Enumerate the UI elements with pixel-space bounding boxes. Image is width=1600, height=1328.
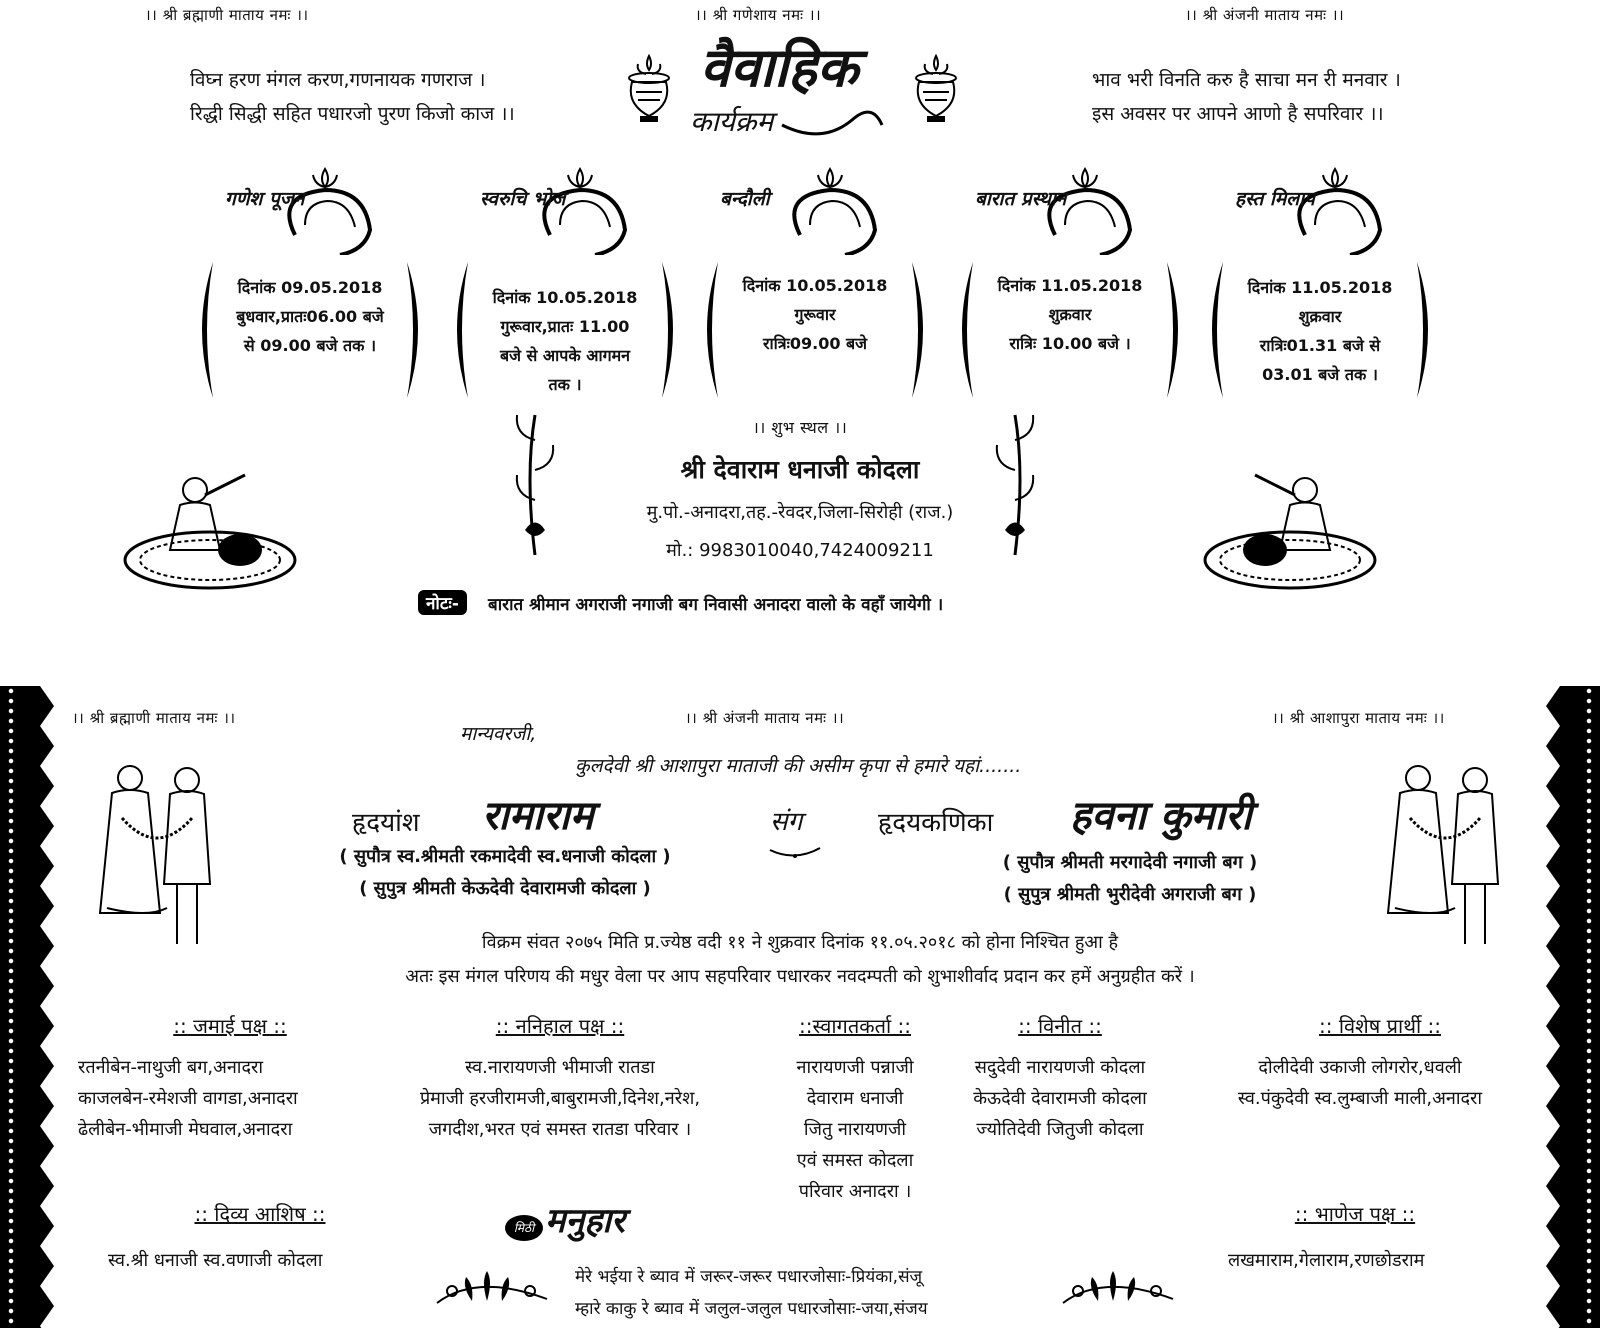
date-line: विक्रम संवत २०७५ मिति प्र.ज्येष्ठ वदी ११ ने शुक्रवार दिनांक ११.०५.२०१८ को होना निश्चित हुआ है [481, 932, 1119, 953]
floral-stem-icon-left [510, 410, 560, 560]
title-vaivahik: वैवाहिक [700, 35, 859, 99]
event-details: दिनांक 11.05.2018 शुक्रवार रात्रिः01.31 बजे से 03.01 बजे तक । [1247, 278, 1393, 384]
groom-name: रामाराम [482, 793, 594, 839]
event-title: गणेश पूजन [225, 188, 305, 210]
verse-left-line-2: रिद्धी सिद्धी सहित पधारजो पुरण किजो काज ।। [190, 103, 515, 125]
lotus-flourish-icon [780, 165, 900, 255]
bottom-invocation-center: ।। श्री अंजनी माताय नमः ।। [685, 709, 845, 727]
bride-name: हवना कुमारी [1070, 793, 1252, 839]
event-title: बन्दौली [720, 188, 770, 210]
event-barat-prasthan [955, 165, 1185, 405]
nanihal-paksh-list: स्व.नारायणजी भीमाजी रातडा प्रेमाजी हरजीरामजी,बाबुरामजी,दिनेश,नरेश, जगदीश,भरत एवं समस्त रातडा परिवार । [419, 1057, 701, 1140]
venue-address: मु.पो.-अनादरा,तह.-रेवदर,जिला-सिरोही (राज.) [646, 502, 954, 523]
invite-line: अतः इस मंगल परिणय की मधुर वेला पर आप सहपरिवार पधारकर नवदम्पती को शुभाशीर्वाद प्रदान कर हमें अनुग्रहीत करें । [405, 966, 1195, 987]
event-details: दिनांक 11.05.2018 शुक्रवार रात्रिः 10.00 बजे । [997, 276, 1143, 353]
verse-right-line-1: भाव भरी विनति करु है साचा मन री मनवार । [1092, 69, 1401, 91]
right-bracket [910, 260, 930, 400]
divya-ashish-title: :: दिव्य आशिष :: [194, 1202, 326, 1226]
decorative-dots-right [1586, 686, 1592, 1328]
left-bracket [450, 260, 470, 400]
event-hast-milap [1205, 165, 1435, 405]
couple-illustration-right [1380, 758, 1520, 958]
kalash-icon-left [618, 52, 680, 126]
shehnai-player-illustration-right [1195, 465, 1385, 595]
decorative-dots-left [8, 686, 14, 1328]
event-ganesh-pujan [195, 165, 425, 405]
event-details: दिनांक 10.05.2018 गुरूवार,प्रातः 11.00 बजे से आपके आगमन तक । [492, 288, 638, 394]
manuhar-line-1: मेरे भईया रे ब्याव में जरूर-जरूर पधारजोसाः-प्रियंका,संजू [575, 1267, 923, 1287]
groom-prefix: हृदयांश [352, 808, 420, 838]
left-bracket [955, 260, 975, 400]
event-swaruchi-bhoj [450, 165, 680, 405]
verse-left-line-1: विघ्न हरण मंगल करण,गणनायक गणराज । [190, 69, 486, 91]
jamai-paksh-title: :: जमाई पक्ष :: [173, 1014, 287, 1038]
shehnai-player-illustration-left [120, 465, 310, 595]
top-invocation-right: ।। श्री अंजनी माताय नमः ।। [1185, 6, 1345, 24]
sang-flourish-icon [765, 800, 825, 860]
venue-name: श्री देवाराम धनाजी कोदला [680, 455, 920, 484]
event-title: बारात प्रस्थान [975, 188, 1067, 210]
salutation: मान्यवरजी, [460, 723, 537, 745]
event-details: दिनांक 09.05.2018 बुधवार,प्रातः06.00 बजे से 09.00 बजे तक । [236, 278, 384, 355]
vishesh-prarthi-title: :: विशेष प्रार्थी :: [1318, 1014, 1441, 1038]
bottom-invocation-right: ।। श्री आशापुरा माताय नमः ।। [1272, 709, 1445, 727]
event-title: स्वरुचि भोज [480, 188, 566, 210]
mithi-badge: मिठी [505, 1215, 543, 1241]
vineet-title: :: विनीत :: [1018, 1014, 1102, 1038]
right-bracket [660, 260, 680, 400]
floral-ornament-icon-right [1058, 1265, 1178, 1313]
manuhar-line-2: म्हारे काकु रे ब्याव में जलुल-जलुल पधारजोसाः-जया,संजय [575, 1299, 928, 1319]
swagatkarta-title: ::स्वागतकर्ता :: [799, 1014, 911, 1038]
note-label: नोटः- [418, 590, 467, 615]
intro-line: कुलदेवी श्री आशापुरा माताजी की असीम कृपा से हमारे यहां....... [575, 755, 1022, 777]
venue-phone: मो.: 9983010040,7424009211 [666, 540, 934, 561]
venue-heading: ।। शुभ स्थल ।। [752, 418, 848, 437]
event-details: दिनांक 10.05.2018 गुरूवार रात्रिः09.00 बजे [742, 276, 888, 353]
verse-right-line-2: इस अवसर पर आपने आणो है सपरिवार ।। [1092, 103, 1384, 125]
vishesh-prarthi-list: दोलीदेवी उकाजी लोगरोर,धवली स्व.पंकुदेवी स्व.लुम्बाजी माली,अनादरा [1237, 1057, 1483, 1109]
note-text: बारात श्रीमान अगराजी नगाजी बग निवासी अनादरा वालो के वहाँ जायेगी । [488, 595, 944, 615]
top-invocation-left: ।। श्री ब्रह्माणी माताय नमः ।। [145, 6, 309, 24]
couple-illustration-left [92, 758, 232, 958]
jamai-paksh-list: रतनीबेन-नाथुजी बग,अनादरा काजलबेन-रमेशजी वागडा,अनादरा ढेलीबेन-भीमाजी मेघवाल,अनादरा [78, 1057, 298, 1140]
bottom-invocation-left: ।। श्री ब्रह्माणी माताय नमः ।। [72, 709, 236, 727]
left-bracket [700, 260, 720, 400]
bride-prefix: हृदयकणिका [878, 808, 994, 838]
vineet-list: सदुदेवी नारायणजी कोदला केऊदेवी देवारामजी कोदला ज्योतिदेवी जितुजी कोदला [973, 1057, 1147, 1140]
title-flourish [780, 95, 890, 145]
event-title: हस्त मिलाप [1235, 188, 1315, 210]
sang-logo: संग [770, 807, 803, 837]
nanihal-paksh-title: :: ननिहाल पक्ष :: [495, 1014, 625, 1038]
decorative-border-left [0, 686, 40, 1328]
bhanej-paksh-text: लखमाराम,गेलाराम,रणछोडराम [1228, 1250, 1425, 1271]
decorative-border-right [1560, 686, 1600, 1328]
groom-relation-2: ( सुपुत्र श्रीमती केऊदेवी देवारामजी कोदला ) [359, 878, 651, 899]
left-bracket [195, 260, 215, 400]
bride-relation-1: ( सुपौत्र श्रीमती मरगादेवी नगाजी बग ) [1002, 852, 1258, 873]
bride-relation-2: ( सुपुत्र श्रीमती भुरीदेवी अगराजी बग ) [1003, 884, 1257, 905]
groom-relation-1: ( सुपौत्र स्व.श्रीमती रकमादेवी स्व.धनाजी कोदला ) [339, 846, 671, 867]
swagatkarta-list: नारायणजी पन्नाजी देवाराम धनाजी जितु नारायणजी एवं समस्त कोदला परिवार अनादरा । [796, 1057, 914, 1202]
kalash-icon-right [905, 52, 967, 126]
lace-edge-right [1542, 686, 1560, 1328]
right-bracket [1165, 260, 1185, 400]
divya-ashish-text: स्व.श्री धनाजी स्व.वणाजी कोदला [108, 1250, 323, 1271]
title-karyakram: कार्यक्रम [690, 105, 774, 138]
lace-edge-left [40, 686, 58, 1328]
right-bracket [1415, 260, 1435, 400]
top-invocation-center: ।। श्री गणेशाय नमः ।। [695, 6, 822, 24]
bhanej-paksh-title: :: भाणेज पक्ष :: [1294, 1202, 1416, 1226]
right-bracket [405, 260, 425, 400]
floral-ornament-icon-left [432, 1265, 552, 1313]
manuhar-title: मनुहार [545, 1201, 625, 1241]
left-bracket [1205, 260, 1225, 400]
event-bandoli [700, 165, 930, 405]
